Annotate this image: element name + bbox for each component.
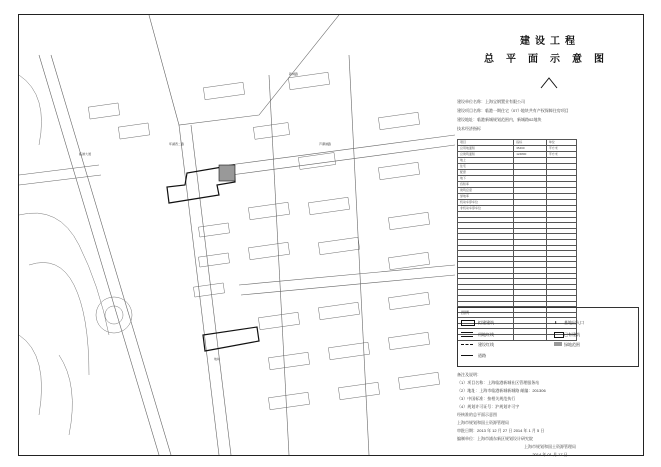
arrow-icon: ⬇: [554, 320, 558, 325]
map-label: 新城路: [289, 72, 299, 76]
info-line: 建设项目名称：临港一期住宅（07）·地块共有产权保障住房项目: [457, 108, 569, 113]
note-line: 上海市规划和国土资源管理局: [524, 444, 576, 449]
note-line: 审批日期：2013 年 12 月 27 日 2014 年 1 月 5 日: [457, 428, 545, 433]
table-cell: 总建筑面积: [458, 152, 514, 158]
map-label: 环湖西二路: [169, 142, 185, 146]
legend-swatch: [461, 320, 475, 326]
legend-label: 拟建建筑: [478, 320, 494, 325]
table-cell: 非机动车停车位: [458, 206, 514, 212]
table-cell: 住宅: [458, 164, 514, 170]
legend-label: 基地出入口: [564, 320, 584, 325]
table-cell: 单位: [546, 140, 576, 146]
table-cell: 建筑密度: [458, 188, 514, 194]
info-line: 建设单位名称：上海宝钢置业有限公司: [457, 99, 525, 104]
table-cell: 平方米: [546, 152, 576, 158]
drawing-sheet: [18, 14, 644, 456]
note-line: （1）项目名称：上海临港新城社区管理服务站: [457, 380, 540, 385]
note-line: （4）规划许可证号：沪规划许可字: [457, 404, 520, 409]
map-label: 临港大道: [79, 152, 92, 156]
project-info: [457, 99, 637, 135]
table-cell: 35460: [514, 146, 546, 152]
note-line: （3）中国标准：按相关规范执行: [457, 396, 516, 401]
page-subtitle: 总平面示意图: [484, 54, 616, 65]
table-cell: 绿地率: [458, 194, 514, 200]
table-cell: 指标: [514, 140, 546, 146]
table-cell: 平方米: [546, 146, 576, 152]
info-panel: [457, 15, 643, 455]
table-cell: 容积率: [458, 182, 514, 188]
info-line: 建设地址：临港新城规划范围内，新城路02地块: [457, 117, 542, 122]
legend: [457, 307, 639, 367]
note-line: 编制单位：上海市浦东新区规划设计研究院: [457, 436, 533, 441]
table-cell: 项目: [458, 140, 514, 146]
note-line: 经核准的总平面示意图: [457, 412, 497, 417]
note-line: 2014 年 01 月 17 日: [532, 452, 568, 457]
legend-label: 绿地范围: [564, 342, 580, 347]
table-cell: 地下: [458, 176, 514, 182]
legend-label: 建设红线: [478, 342, 494, 347]
legend-title: 图例: [461, 310, 469, 315]
info-line: 技术经济指标: [457, 126, 481, 131]
site-map: [19, 15, 455, 455]
legend-swatch: [461, 332, 473, 337]
map-label: 地块: [214, 357, 221, 361]
legend-swatch: [461, 355, 473, 356]
legend-label: 已有建筑: [564, 332, 580, 337]
note-line: （2）地址：上海市临港新城新城路 邮编：201306: [457, 388, 546, 393]
note-line: 备注及说明：: [457, 372, 481, 377]
map-label: 芦潮港路: [319, 142, 332, 146]
table-cell: 配套: [458, 170, 514, 176]
legend-swatch: [554, 332, 564, 338]
project-building-shaded: [219, 165, 235, 181]
legend-swatch: [554, 342, 562, 346]
table-cell: 地上: [458, 158, 514, 164]
page-title: 建设工程: [520, 36, 580, 47]
legend-label: 道路: [478, 353, 486, 358]
notes-section: [457, 372, 643, 460]
table-cell: 124800: [514, 152, 546, 158]
legend-swatch: [461, 344, 473, 345]
note-line: 上海市规划和国土资源管理局: [457, 420, 509, 425]
site-plan-drawing: [19, 15, 455, 455]
table-cell: 总用地面积: [458, 146, 514, 152]
table-cell: 机动车停车位: [458, 200, 514, 206]
north-arrow-icon: [539, 76, 559, 90]
legend-label: 用地红线: [478, 332, 494, 337]
